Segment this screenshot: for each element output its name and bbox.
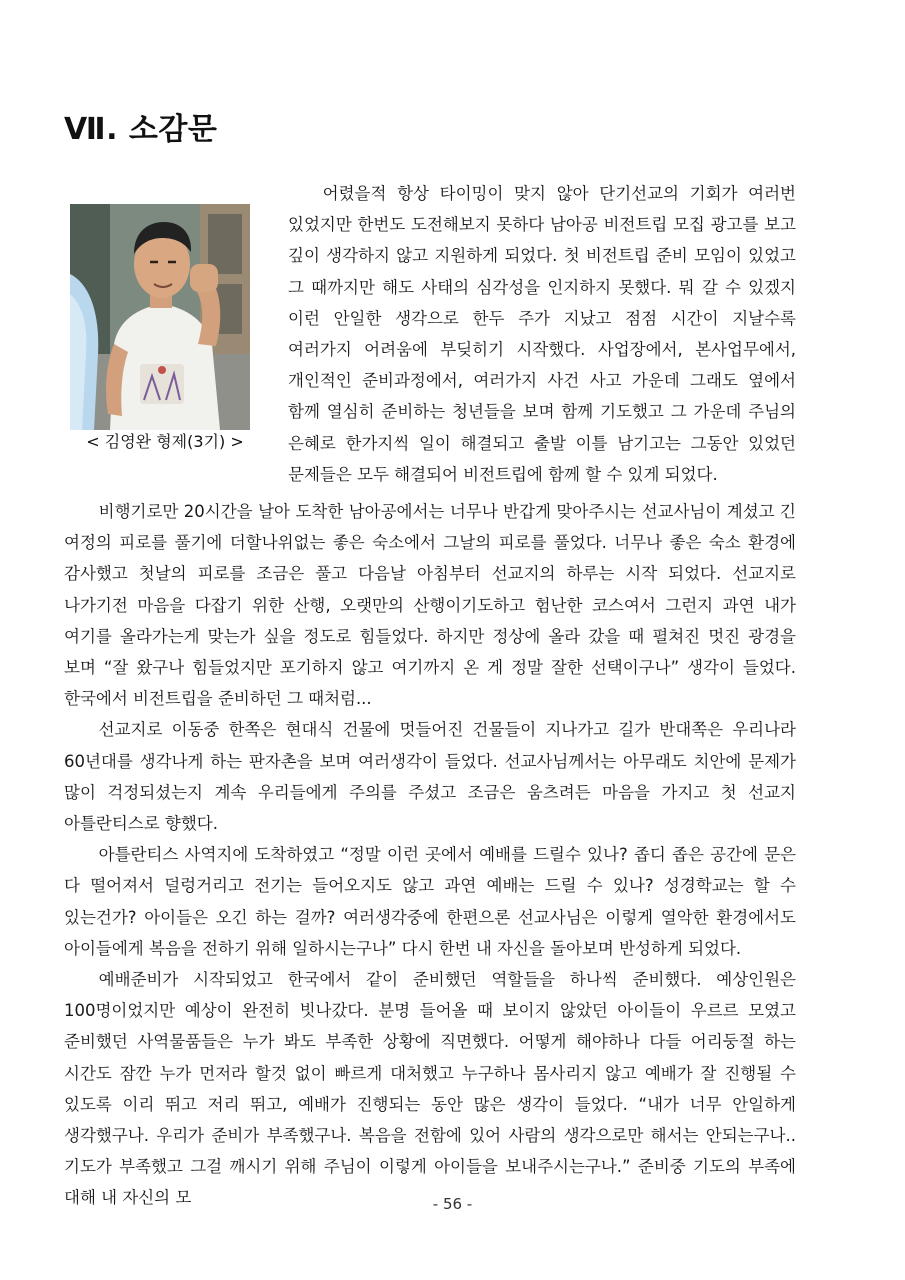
paragraph-1: 어렸을적 항상 타이밍이 맞지 않아 단기선교의 기회가 여러번 있었지만 한번도 도전해보지 못하다 남아공 비전트립 모집 광고를 보고 깊이 생각하지 않고 지원하게 되었다. 첫 비전트립 준비 모임이 있었고 그 때까지만 해도 사태의 심각성을 인지하지 못했다. 뭐 갈 수 있겠지 이런 안일한 생각으로 한두 주가 지났고 점점 시간이 지날수록 여러가지 어려움에 부딪히기 시작했다. 사업장에서, 본사업무에서, 개인적인 준비과정에서, 여러가지 사건 사고 가운데 그래도 옆에서 함께 열심히 준비하는 청년들을 보며 함께 기도했고 그 가운데 주님의 은혜로 한가지씩 일이 해결되고 출발 이틀 남기고는 그동안 있었던 문제들은 모두 해결되어 비전트립에 함께 할 수 있게 되었다. (288, 184, 796, 484)
portrait-image (70, 204, 250, 430)
section-title: Ⅶ. 소감문 (64, 112, 218, 147)
body-text-block (64, 496, 796, 1214)
paragraph-5: 예배준비가 시작되었고 한국에서 같이 준비했던 역할들을 하나씩 준비했다. 예상인원은 100명이었지만 예상이 완전히 빗나갔다. 분명 들어올 때 보이지 않았던 아이들이 우르르 모였고 준비했던 사역물품들은 누가 봐도 부족한 상황에 직면했다. 어떻게 해야하나 다들 어리둥절 하는 시간도 잠깐 누가 먼저라 할것 없이 빠르게 대처했고 누구하나 몸사리지 않고 예배가 잘 진행될 수 있도록 이리 뛰고 저리 뛰고, 예배가 진행되는 동안 많은 생각이 들었다. “내가 너무 안일하게 생각했구나. 우리가 준비가 부족했구나. 복음을 전함에 있어 사람의 생각으로만 해서는 안되는구나.. 기도가 부족했고 그걸 깨시기 위해 주님이 이렇게 아이들을 보내주시는구나.” 준비중 기도의 부족에 대해 내 자신의 모 (64, 970, 796, 1208)
portrait-photo (70, 204, 250, 430)
page-number: - 56 - (432, 1195, 473, 1213)
intro-text-block (288, 178, 796, 490)
paragraph-3: 선교지로 이동중 한쪽은 현대식 건물에 멋들어진 건물들이 지나가고 길가 반대쪽은 우리나라 60년대를 생각나게 하는 판자촌을 보며 여러생각이 들었다. 선교사님께서는 아무래도 치안에 문제가 많이 걱정되셨는지 계속 우리들에게 주의를 주셨고 조금은 움츠려든 마음을 가지고 첫 선교지 아틀란티스로 향했다. (64, 720, 796, 834)
photo-caption: < 김영완 형제(3기) > (86, 432, 244, 451)
paragraph-4: 아틀란티스 사역지에 도착하였고 “정말 이런 곳에서 예배를 드릴수 있나? 좁디 좁은 공간에 문은 다 떨어져서 덜렁거리고 전기는 들어오지도 않고 과연 예배는 드릴 수 있나? 성경학교는 할 수 있는건가? 아이들은 오긴 하는 걸까? 여러생각중에 한편으론 선교사님은 이렇게 열악한 환경에서도 아이들에게 복음을 전하기 위해 일하시는구나” 다시 한번 내 자신을 돌아보며 반성하게 되었다. (64, 845, 796, 958)
paragraph-2: 비행기로만 20시간을 날아 도착한 남아공에서는 너무나 반갑게 맞아주시는 선교사님이 계셨고 긴 여정의 피로를 풀기에 더할나위없는 좋은 숙소에서 그날의 피로를 풀었다. 너무나 좋은 숙소 환경에 감사했고 첫날의 피로를 조금은 풀고 다음날 아침부터 선교지의 하루는 시작 되었다. 선교지로 나가기전 마음을 다잡기 위한 산행, 오랫만의 산행이기도하고 험난한 코스여서 그런지 과연 내가 여기를 올라가는게 맞는가 싶을 정도로 힘들었다. 하지만 정상에 올라 갔을 때 펼쳐진 멋진 광경을 보며 “잘 왔구나 힘들었지만 포기하지 않고 여기까지 온 게 정말 잘한 선택이구나” 생각이 들었다. 한국에서 비전트립을 준비하던 그 때처럼... (64, 502, 796, 709)
